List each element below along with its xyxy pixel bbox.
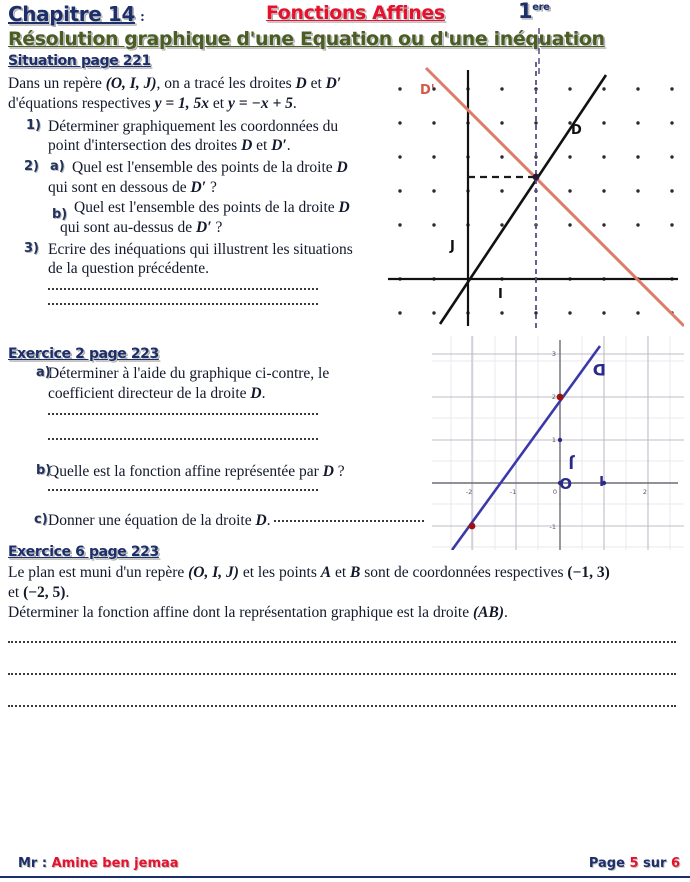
situation-intro-line2: d'équations respectives y = 1, 5x et y = −x + 5. <box>8 94 297 112</box>
repere-notation: (O, I, J) <box>105 75 157 92</box>
graph-exercice-2 <box>432 336 684 550</box>
page-number: 5 <box>629 856 639 871</box>
exercice-2-a-number: a) <box>36 365 51 380</box>
point-j <box>558 438 562 442</box>
answer-line[interactable] <box>48 438 318 440</box>
equation-d: y = 1, 5x <box>154 94 210 112</box>
question-2a-number: a) <box>50 159 65 175</box>
exercice-2-b-line: Quelle est la fonction affine représentée par D ? <box>48 462 345 480</box>
question-2a-line1: Quel est l'ensemble des points de la droite D <box>72 159 348 177</box>
exercice-2-body <box>8 364 408 531</box>
exercice-2-c <box>8 511 408 531</box>
svg-text:1: 1 <box>551 436 556 444</box>
exercice-6-line3: Déterminer la fonction affine dont la représentation graphique est la droite (AB). <box>8 603 508 621</box>
answer-line[interactable] <box>48 303 318 305</box>
question-3-number: 3) <box>24 240 39 256</box>
subtitle: Résolution graphique d'une Equation ou d'une inéquation <box>8 28 605 50</box>
page-header <box>8 2 682 26</box>
intersection-point <box>533 174 540 181</box>
svg-text:3: 3 <box>551 350 556 358</box>
exercice-2-b-number: b) <box>36 462 52 478</box>
question-1-number: 1) <box>26 117 41 133</box>
svg-text:2: 2 <box>642 488 648 496</box>
exercice-6-line2: et (−2, 5). <box>8 583 70 601</box>
data-point-second <box>469 523 476 530</box>
label-d: D <box>592 360 606 379</box>
answer-line[interactable] <box>48 413 318 415</box>
question-2b-line1: Quel est l'ensemble des points de la droite D <box>74 198 350 216</box>
label-d: D <box>571 123 582 138</box>
exercice-2-a: a) Déterminer à l'aide du graphique ci-contre, le coefficient directeur de la droite D. <box>8 364 408 404</box>
label-i: I <box>498 287 503 302</box>
question-1-line2: point d'intersection des droites D et D′. <box>48 137 291 155</box>
label-j: J <box>450 239 455 254</box>
question-2a-line2: qui sont en dessous de D′ ? <box>48 179 217 197</box>
question-3: 3) Ecrire des inéquations qui illustrent les situations de la question précédente. <box>24 240 353 278</box>
line-d <box>440 75 606 324</box>
chapter-colon: : <box>139 9 145 25</box>
page-title: Fonctions Affines <box>266 2 445 24</box>
footer-pagination: Page 5 sur 6 <box>588 856 680 871</box>
exercice-2-b <box>8 462 408 482</box>
exercice-6-line1: Le plan est muni d'un repère (O, I, J) et les points A et B sont de coordonnées respectives (−1, 3) <box>8 564 610 581</box>
question-2b-number: b) <box>52 207 68 223</box>
question-1: 1) Déterminer graphiquement les coordonnées du point d'intersection des droites D et D′. <box>8 117 386 157</box>
question-2-number: 2) <box>24 159 39 175</box>
equation-dprime: y = −x + 5 <box>227 94 293 112</box>
situation-body <box>8 74 386 305</box>
data-point-y-intercept <box>557 394 564 401</box>
situation-intro-line1: Dans un repère (O, I, J), on a tracé les droites D et D′ <box>8 75 342 92</box>
answer-inline-dots[interactable] <box>274 520 424 522</box>
level-badge: 1ere <box>518 0 550 23</box>
answer-line[interactable] <box>8 705 676 707</box>
svg-text:0: 0 <box>552 488 558 496</box>
answer-line[interactable] <box>8 673 676 675</box>
page-total: 6 <box>670 856 680 871</box>
chapter-label: Chapitre 14 <box>8 2 135 26</box>
label-d-prime: D' <box>420 83 435 98</box>
footer-divider <box>0 876 690 878</box>
exercice-2-a-line2: coefficient directeur de la droite D. <box>48 384 266 402</box>
graph-2-svg <box>432 336 684 550</box>
question-2 <box>8 158 386 237</box>
answer-line[interactable] <box>48 489 318 491</box>
exercice-2-c-line: Donner une équation de la droite D. <box>48 511 408 531</box>
svg-text:-1: -1 <box>509 488 517 496</box>
answer-line[interactable] <box>48 288 318 290</box>
situation-heading: Situation page 221 <box>8 53 151 69</box>
svg-text:-2: -2 <box>465 488 473 496</box>
exercice-2-c-number: c) <box>34 512 48 528</box>
svg-text:2: 2 <box>551 393 556 401</box>
exercice-2-heading: Exercice 2 page 223 <box>8 346 159 362</box>
question-2b-line2: qui sont au-dessus de D′ ? <box>60 218 223 236</box>
label-i: I <box>599 472 604 487</box>
author-name: Amine ben jemaa <box>51 856 179 871</box>
answer-line[interactable] <box>8 641 676 643</box>
exercice-6-body <box>8 563 682 622</box>
svg-text:-1: -1 <box>549 523 556 531</box>
graph-1-svg <box>388 62 684 330</box>
footer-author: Mr : Amine ben jemaa <box>18 856 179 871</box>
graph-situation-221 <box>388 62 684 330</box>
label-o: O <box>559 474 572 492</box>
exercice-6-heading: Exercice 6 page 223 <box>8 544 159 560</box>
label-j: J <box>568 454 574 472</box>
